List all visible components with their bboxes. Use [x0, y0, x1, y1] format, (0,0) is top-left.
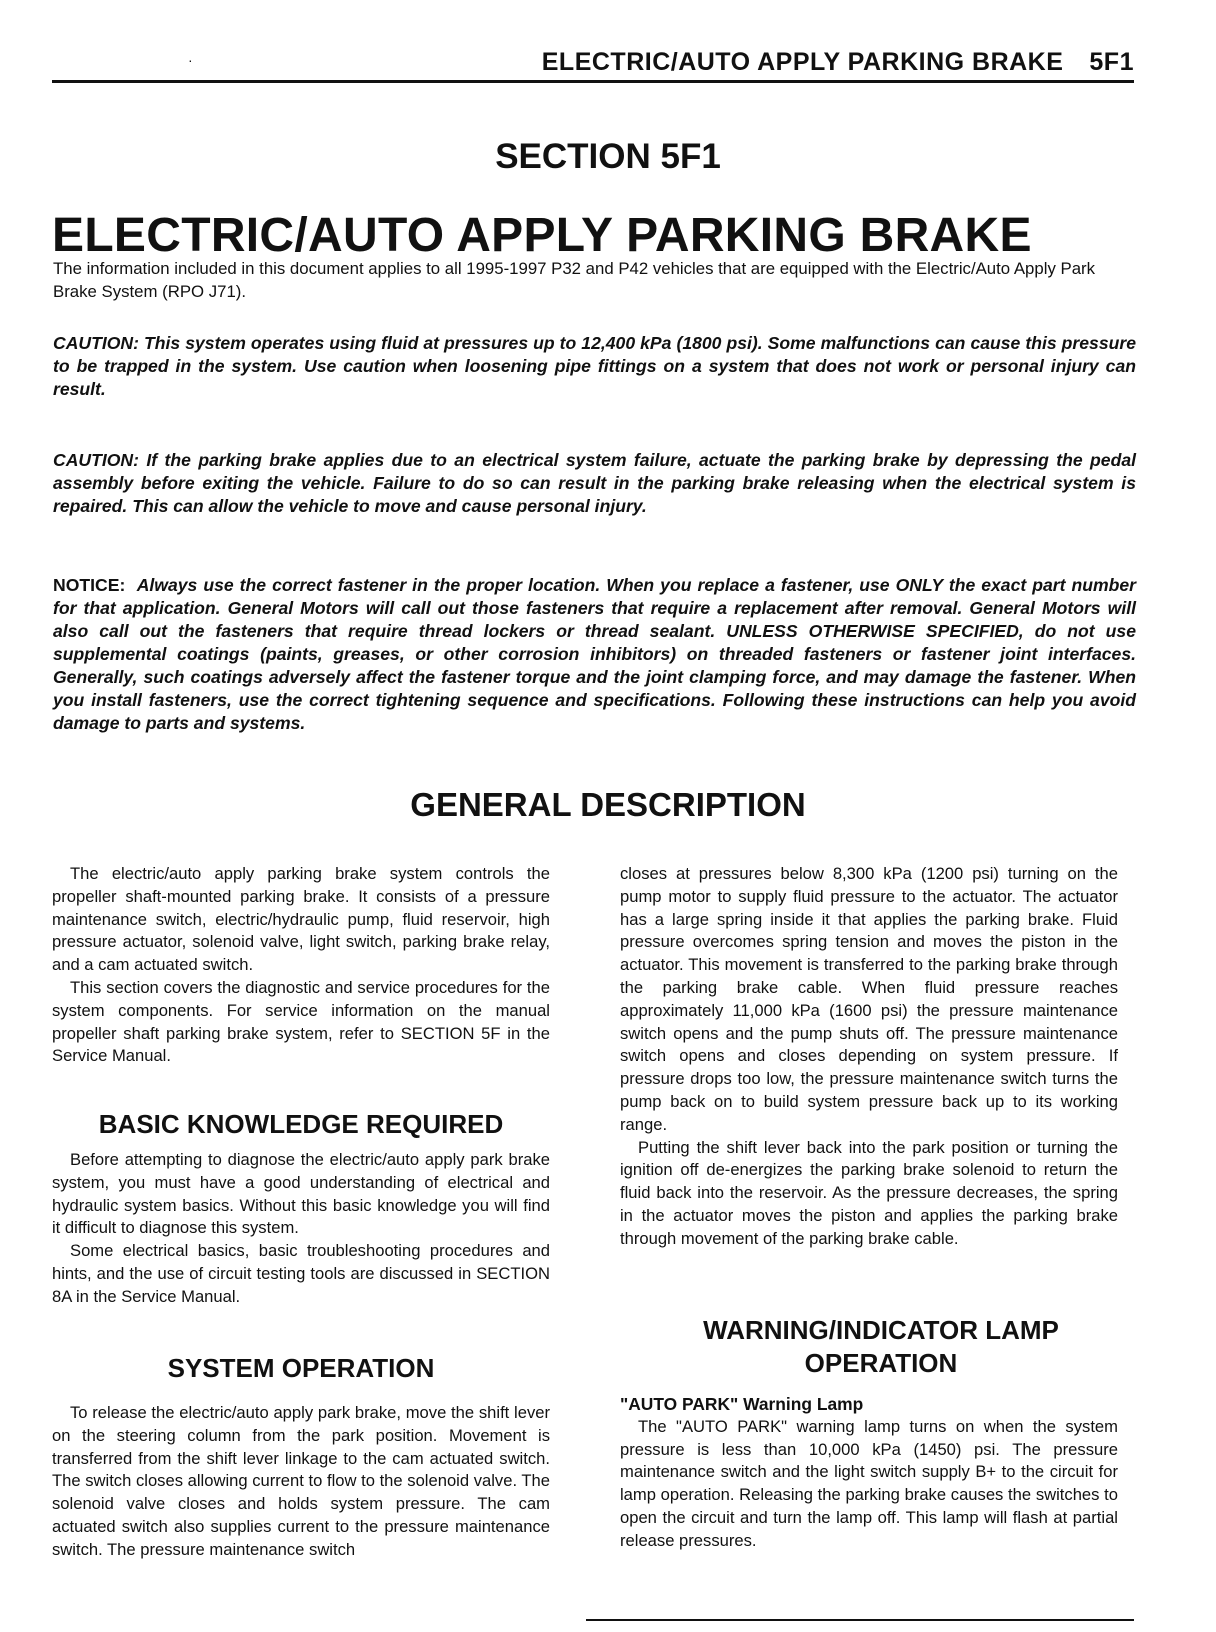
- system-operation-p2: Putting the shift lever back into the park position or turning the ignition off de-energizes the parking brake solenoid to return the fluid back into the reservoir. As the pressure decreases, the spring in the actuator moves the piston and applies the parking brake through movement of the parking brake cable.: [620, 1137, 1118, 1248]
- system-operation-body-left: [52, 1402, 550, 1562]
- warning-lamp-heading-line2: OPERATION: [804, 1348, 958, 1378]
- system-operation-heading: SYSTEM OPERATION: [167, 1353, 435, 1383]
- basic-knowledge-p1: Before attempting to diagnose the electric/auto apply park brake system, you must have a good understanding of electrical and hydraulic system basics. Without this basic knowledge you will find it difficult to diagnose this system.: [52, 1150, 550, 1238]
- warning-lamp-heading-line1: WARNING/INDICATOR LAMP: [703, 1315, 1059, 1345]
- system-operation-p1-right: closes at pressures below 8,300 kPa (1200 psi) turning on the pump motor to supply fluid pressure to the actuator. The actuator has a large spring inside it that applies the parking brake. Fluid pressure overcomes spring tension and moves the piston in the actuator. This movement is transferred to the parking brake through the parking brake cable. When fluid pressure reaches approximately 11,000 kPa (1600 psi) the pressure maintenance switch opens and the pump shuts off. The pressure maintenance switch opens and closes depending on system pressure. If pressure drops too low, the pressure maintenance switch turns the pump back on to build system pressure back up to its working range.: [620, 864, 1118, 1134]
- auto-park-lamp-heading: "AUTO PARK" Warning Lamp: [620, 1394, 864, 1414]
- header-title: [542, 48, 1134, 77]
- header-section-number: 5F1: [1089, 48, 1134, 76]
- general-description-heading: GENERAL DESCRIPTION: [410, 786, 806, 823]
- page-header: [52, 44, 1134, 83]
- notice-label: NOTICE:: [53, 575, 126, 595]
- notice-text: Always use the correct fastener in the proper location. When you replace a fastener, use ONLY the exact part number for that application. General Motors will call out those fasteners that require a replacement after removal. General Motors will also call out the fasteners that require thread lockers or thread sealant. UNLESS OTHERWISE SPECIFIED, do not use supplemental coatings (paints, greases, or other corrosion inhibitors) on threaded fasteners or fastener joint interfaces. Generally, such coatings adversely affect the fastener torque and the joint clamping force, and may damage the fastener. When you install fasteners, use the correct tightening sequence and specifications. Following these instructions can help you avoid damage to parts and systems.: [53, 575, 1137, 733]
- system-operation-p1-left: To release the electric/auto apply park brake, move the shift lever on the steering column from the park position. Movement is transferred from the shift lever linkage to the cam actuated switch. The switch closes allowing current to flow to the solenoid valve. The solenoid valve closes and holds system pressure. The cam actuated switch also supplies current to the pressure maintenance switch. The pressure maintenance switch: [52, 1403, 550, 1559]
- basic-knowledge-p2: Some electrical basics, basic troubleshooting procedures and hints, and the use of circuit testing tools are discussed in SECTION 8A in the Service Manual.: [52, 1241, 550, 1306]
- general-description-body: [52, 863, 550, 1068]
- caution-1: CAUTION: This system operates using fluid at pressures up to 12,400 kPa (1800 psi). Some malfunctions can cause this pressure to be trapped in the system. Use caution when loosening pipe fittings on a system that does not work or personal injury can result.: [53, 333, 1136, 399]
- intro-paragraph: The information included in this document applies to all 1995-1997 P32 and P42 vehicles that are equipped with the Electric/Auto Apply Park Brake System (RPO J71).: [53, 259, 1096, 301]
- auto-park-lamp-paragraph: The "AUTO PARK" warning lamp turns on when the system pressure is less than 10,000 kPa (1450) psi. The pressure maintenance switch and the light switch supply B+ to the circuit for lamp operation. Releasing the parking brake causes the switches to open the circuit and turn the lamp off. This lamp will flash at partial release pressures.: [620, 1416, 1118, 1550]
- section-label: SECTION 5F1: [495, 137, 721, 176]
- header-dot: ·: [188, 52, 193, 68]
- general-description-p2: This section covers the diagnostic and service procedures for the system components. For service information on the manual propeller shaft parking brake system, refer to SECTION 5F in the Service Manual.: [52, 977, 550, 1066]
- system-operation-body-right: [620, 863, 1118, 1251]
- notice-block: [53, 574, 1136, 735]
- caution-2: CAUTION: If the parking brake applies due to an electrical system failure, actuate the parking brake by depressing the pedal assembly before exiting the vehicle. Failure to do so can result in the parking brake releasing when the electrical system is repaired. This can allow the vehicle to move and cause personal injury.: [53, 450, 1136, 516]
- warning-lamp-body: [620, 1393, 1118, 1553]
- footer-rule: [586, 1619, 1134, 1621]
- main-title: ELECTRIC/AUTO APPLY PARKING BRAKE: [52, 209, 1032, 262]
- basic-knowledge-heading: BASIC KNOWLEDGE REQUIRED: [98, 1109, 504, 1139]
- basic-knowledge-body: [52, 1149, 550, 1309]
- general-description-p1: The electric/auto apply parking brake system controls the propeller shaft-mounted parking brake. It consists of a pressure maintenance switch, electric/hydraulic pump, fluid reservoir, high pressure actuator, solenoid valve, light switch, parking brake relay, and a cam actuated switch.: [52, 864, 550, 975]
- header-title-text: ELECTRIC/AUTO APPLY PARKING BRAKE: [541, 48, 1064, 76]
- warning-lamp-heading: [632, 1314, 1130, 1380]
